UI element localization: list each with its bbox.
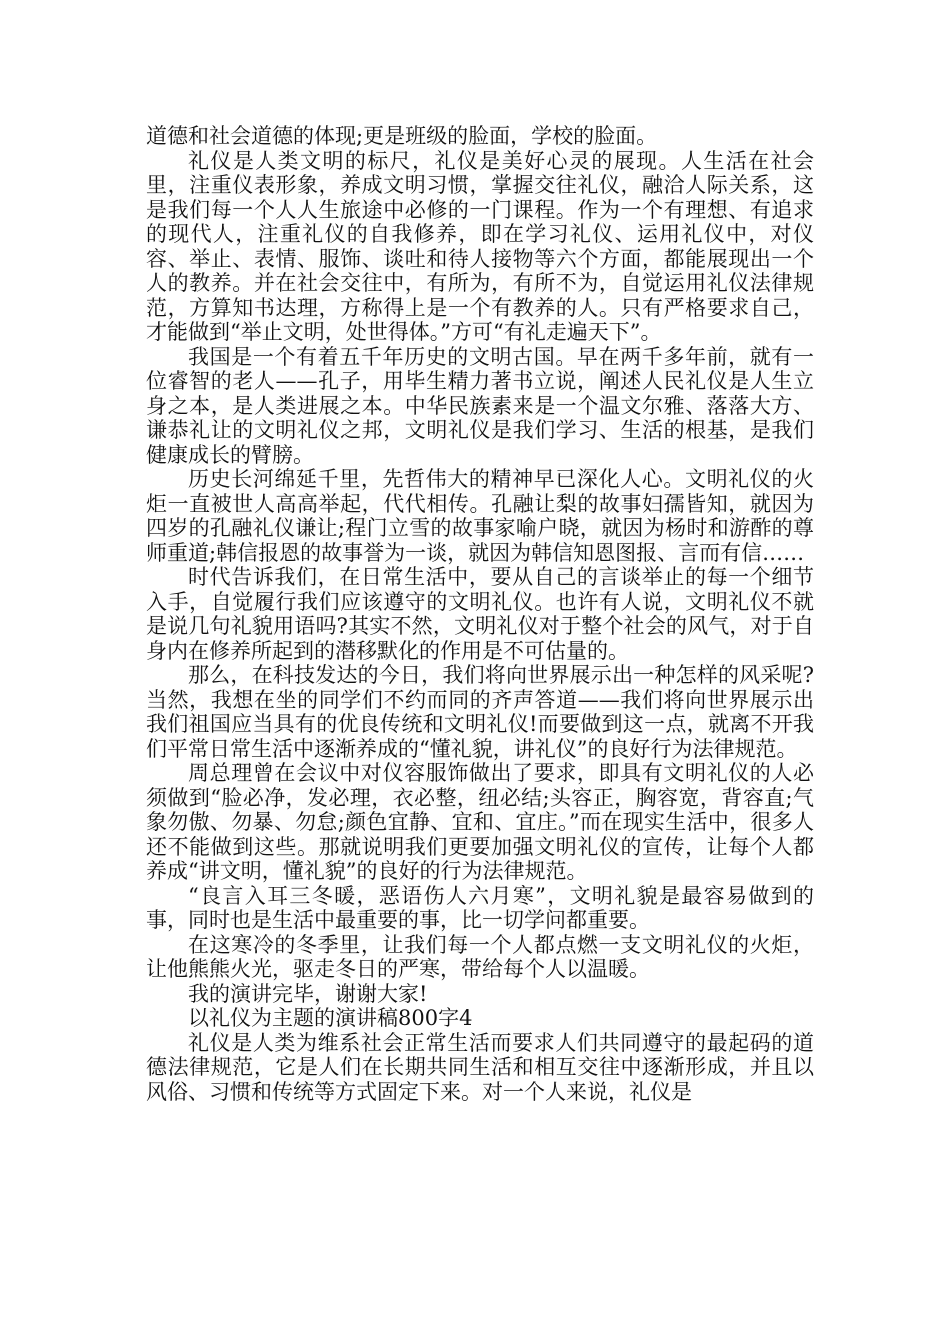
paragraph-next-speech: 礼仪是人类为维系社会正常生活而要求人们共同遵守的最起码的道德法律规范，它是人们在长期共同生活和相互交往中逐渐形成，并且以风俗、习惯和传统等方式固定下来。对一个人来说，礼仪是 — [146, 1030, 814, 1104]
paragraph-etiquette-standard: 礼仪是人类文明的标尺，礼仪是美好心灵的展现。人生活在社会里，注重仪表形象，养成文明习惯，掌握交往礼仪，融洽人际关系，这是我们每一个人人生旅途中必修的一门课程。作为一个有理想、有追求的现代人，注重礼仪的自我修养，即在学习礼仪、运用礼仪中，对仪容、举止、表情、服饰、谈吐和待人接物等六个方面，都能展现出一个人的教养。并在社会交往中，有所为，有所不为，自觉运用礼仪法律规范，方算知书达理，方称得上是一个有教养的人。只有严格要求自己，才能做到“举止文明，处世得体。”方可“有礼走遍天下”。 — [146, 148, 814, 344]
paragraph-showcase: 那么，在科技发达的今日，我们将向世界展示出一种怎样的风采呢?当然，我想在坐的同学们不约而同的齐声答道——我们将向世界展示出我们祖国应当具有的优良传统和文明礼仪!而要做到这一点，就离不开我们平常日常生活中逐渐养成的“懂礼貌，讲礼仪”的良好行为法律规范。 — [146, 663, 814, 761]
paragraph-premier-zhou: 周总理曾在会议中对仪容服饰做出了要求，即具有文明礼仪的人必须做到“脸必净，发必理，衣必整，纽必结;头容正，胸容宽，背容直;气象勿傲、勿暴、勿怠;颜色宜静、宜和、宜庄。”而在现实生活中，很多人还不能做到这些。那就说明我们更要加强文明礼仪的宣传，让每个人都养成“讲文明，懂礼貌”的良好的行为法律规范。 — [146, 761, 814, 883]
paragraph-proverb: “良言入耳三冬暖，恶语伤人六月寒”，文明礼貌是最容易做到的事，同时也是生活中最重要的事，比一切学问都重要。 — [146, 883, 814, 932]
paragraph-daily-life: 时代告诉我们，在日常生活中，要从自己的言谈举止的每一个细节入手，自觉履行我们应该遵守的文明礼仪。也许有人说，文明礼仪不就是说几句礼貌用语吗?其实不然，文明礼仪对于整个社会的风气，对于自身内在修养所起到的潜移默化的作用是不可估量的。 — [146, 565, 814, 663]
paragraph-ancient-civilization: 我国是一个有着五千年历史的文明古国。早在两千多年前，就有一位睿智的老人——孔子，用毕生精力著书立说，阐述人民礼仪是人生立身之本，是人类进展之本。中华民族素来是一个温文尔雅、落落大方、谦恭礼让的文明礼仪之邦，文明礼仪是我们学习、生活的根基，是我们健康成长的臂膀。 — [146, 344, 814, 467]
paragraph-continuation: 道德和社会道德的体现;更是班级的脸面，学校的脸面。 — [146, 124, 658, 148]
section-heading: 以礼仪为主题的演讲稿800字4 — [188, 1006, 473, 1030]
paragraph-history: 历史长河绵延千里，先哲伟大的精神早已深化人心。文明礼仪的火炬一直被世人高高举起，代代相传。孔融让梨的故事妇孺皆知，就因为四岁的孔融礼仪谦让;程门立雪的故事家喻户晓，就因为杨时和游酢的尊师重道;韩信报恩的故事誉为一谈，就因为韩信知恩图报、言而有信…… — [146, 467, 814, 565]
document-page — [146, 124, 814, 1104]
paragraph-winter-torch: 在这寒冷的冬季里，让我们每一个人都点燃一支文明礼仪的火炬，让他熊熊火光，驱走冬日的严寒，带给每个人以温暖。 — [146, 932, 814, 981]
paragraph-closing: 我的演讲完毕，谢谢大家! — [188, 981, 428, 1006]
